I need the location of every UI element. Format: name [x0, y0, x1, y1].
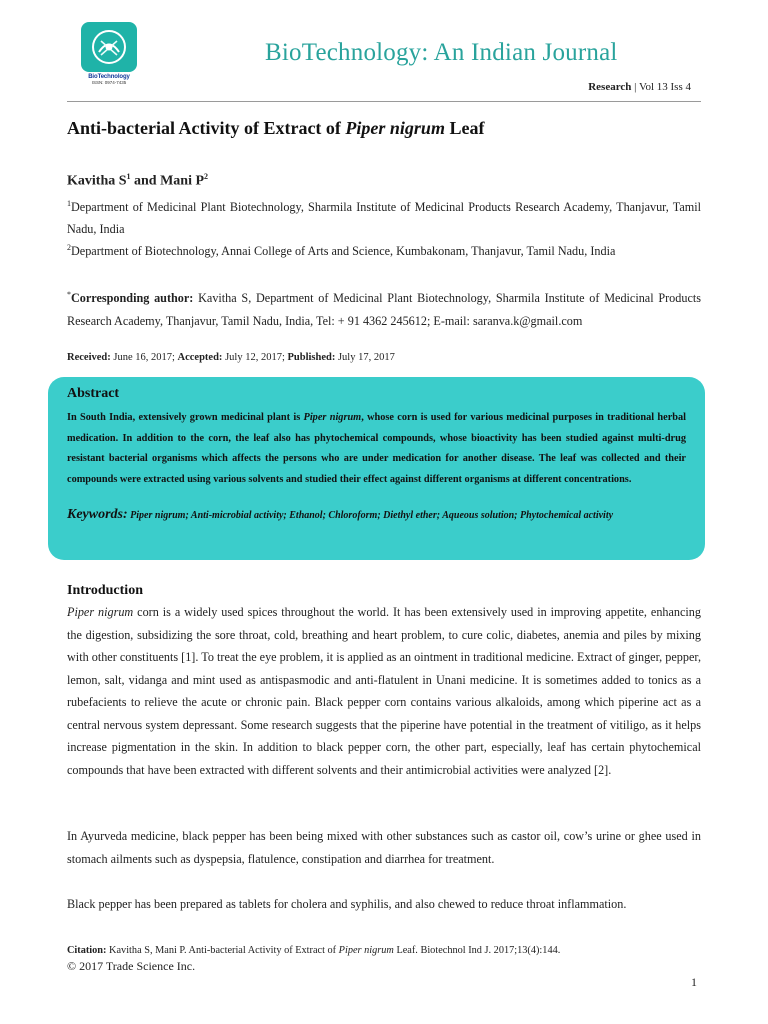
issue-line — [588, 81, 691, 93]
article-dates — [67, 352, 395, 363]
page-number: 1 — [691, 975, 697, 989]
received-date: June 16, 2017; — [110, 352, 178, 363]
corr-label: Corresponding author: — [71, 291, 194, 306]
author-sup: 1 — [126, 172, 131, 181]
published-date: July 17, 2017 — [335, 352, 395, 363]
title-species: Piper nigrum — [345, 118, 445, 138]
introduction-paragraph-2: In Ayurveda medicine, black pepper has been being mixed with other substances such as castor oil, cow’s urine or ghee used in stomach ailments such as dyspepsia, flatulence, constipation and diarrhea for treatment. — [67, 829, 701, 866]
abstract-text-start: In South India, extensively grown medicinal plant is — [67, 412, 304, 423]
intro-species: Piper nigrum — [67, 605, 134, 619]
abstract-text — [67, 408, 686, 490]
keywords-label: Keywords: — [67, 507, 128, 523]
journal-title: BioTechnology: An Indian Journal — [265, 39, 618, 66]
header-rule — [67, 101, 701, 102]
accepted-date: July 12, 2017; — [222, 352, 288, 363]
issue-type: Research — [588, 81, 632, 93]
biotech-logo-icon — [81, 22, 137, 72]
accepted-label: Accepted: — [177, 352, 223, 363]
citation-text: Kavitha S, Mani P. Anti-bacterial Activity of Extract of — [106, 945, 339, 956]
author-sup: 2 — [204, 172, 209, 181]
affiliation-sup: 2 — [67, 243, 71, 252]
corr-sup: * — [67, 290, 71, 299]
citation-species: Piper nigrum — [338, 945, 394, 956]
abstract-heading: Abstract — [67, 386, 120, 401]
issue-separator: | — [631, 81, 639, 93]
received-label: Received: — [67, 352, 111, 363]
logo-issn: ISSN: 0974-7435 — [91, 80, 127, 85]
affiliation-text: Department of Biotechnology, Annai College of Arts and Science, Kumbakonam, Thanjavur, Tamil Nadu, India — [71, 244, 616, 259]
citation — [67, 945, 560, 956]
keywords-text: Piper nigrum; Anti-microbial activity; Ethanol; Chloroform; Diethyl ether; Aqueous solution; Phytochemical activity — [127, 510, 614, 522]
intro-text: corn is a widely used spices throughout the world. It has been extensively used in improving appetite, enhancing the digestion, subsidizing the sore throat, cold, breathing and heart problem, to cure colic, diabetes, anemia and piles by mixing with other constituents [1]. To treat the eye problem, it is applied as an ointment in traditional medicine. Extract of ginger, pepper, lemon, salt, vidanga and mint used as antispasmodic and anti-flatulent in Unani medicine. It is sometimes added to tonics as a rubefacients to relieve the acute or chronic pain. Black pepper corn contains various alkaloids, among which piperine act as a central nervous system depressant. Some research suggests that the piperine have potential in the treatment of vitiligo, as it helps increase pigmentation in the skin. In addition to black pepper corn, the other part, especially, leaf has certain phytochemical compounds that have been extracted with different solvents and their antimicrobial activities were analyzed [2]. — [67, 605, 701, 777]
abstract-species: Piper nigrum — [303, 412, 362, 423]
affiliation-text: Department of Medicinal Plant Biotechnology, Sharmila Institute of Medicinal Products Research Academy, Thanjavur, Tamil Nadu, India — [67, 200, 701, 237]
paper-title — [67, 118, 484, 139]
issue-volume: Vol 13 Iss 4 — [638, 81, 691, 93]
title-text: Anti-bacterial Activity of Extract of — [67, 118, 346, 138]
logo-name: BioTechnology — [88, 74, 130, 80]
abstract-box — [48, 377, 705, 560]
author-name: Kavitha S — [67, 173, 127, 189]
corresponding-author — [67, 283, 701, 333]
title-text-end: Leaf — [444, 118, 485, 138]
abstract-text-end: , whose corn is used for various medicinal purposes in traditional herbal medication. In addition to the corn, the leaf also has phytochemical compounds, whose bioactivity has been studied against multi-drug resistant bacterial organisms which affects the persons who are under medication for another disease. The leaf was collected and their compounds were extracted using various solvents and studied their effect against different organisms at different concentrations. — [67, 412, 686, 485]
author-list — [67, 172, 208, 190]
affiliation-1 — [67, 193, 701, 240]
author-name: and Mani P — [130, 173, 205, 189]
published-label: Published: — [287, 352, 336, 363]
citation-label: Citation: — [67, 945, 107, 956]
journal-logo — [80, 22, 138, 96]
corr-text: Kavitha S, Department of Medicinal Plant Biotechnology, Sharmila Institute of Medicinal Products Research Academy, Thanjavur, Tamil Nadu, India, Tel: + 91 4362 245612; E-mail: saranva.k@gmail.com — [67, 291, 702, 329]
copyright: © 2017 Trade Science Inc. — [67, 959, 196, 973]
affiliation-sup: 1 — [67, 199, 71, 208]
affiliation-2 — [67, 237, 701, 262]
introduction-paragraph-3: Black pepper has been prepared as tablets for cholera and syphilis, and also chewed to reduce throat inflammation. — [67, 897, 627, 911]
keywords — [67, 507, 686, 523]
citation-text-end: Leaf. Biotechnol Ind J. 2017;13(4):144. — [393, 945, 561, 956]
introduction-paragraph-1 — [67, 601, 701, 781]
introduction-heading: Introduction — [67, 583, 143, 598]
